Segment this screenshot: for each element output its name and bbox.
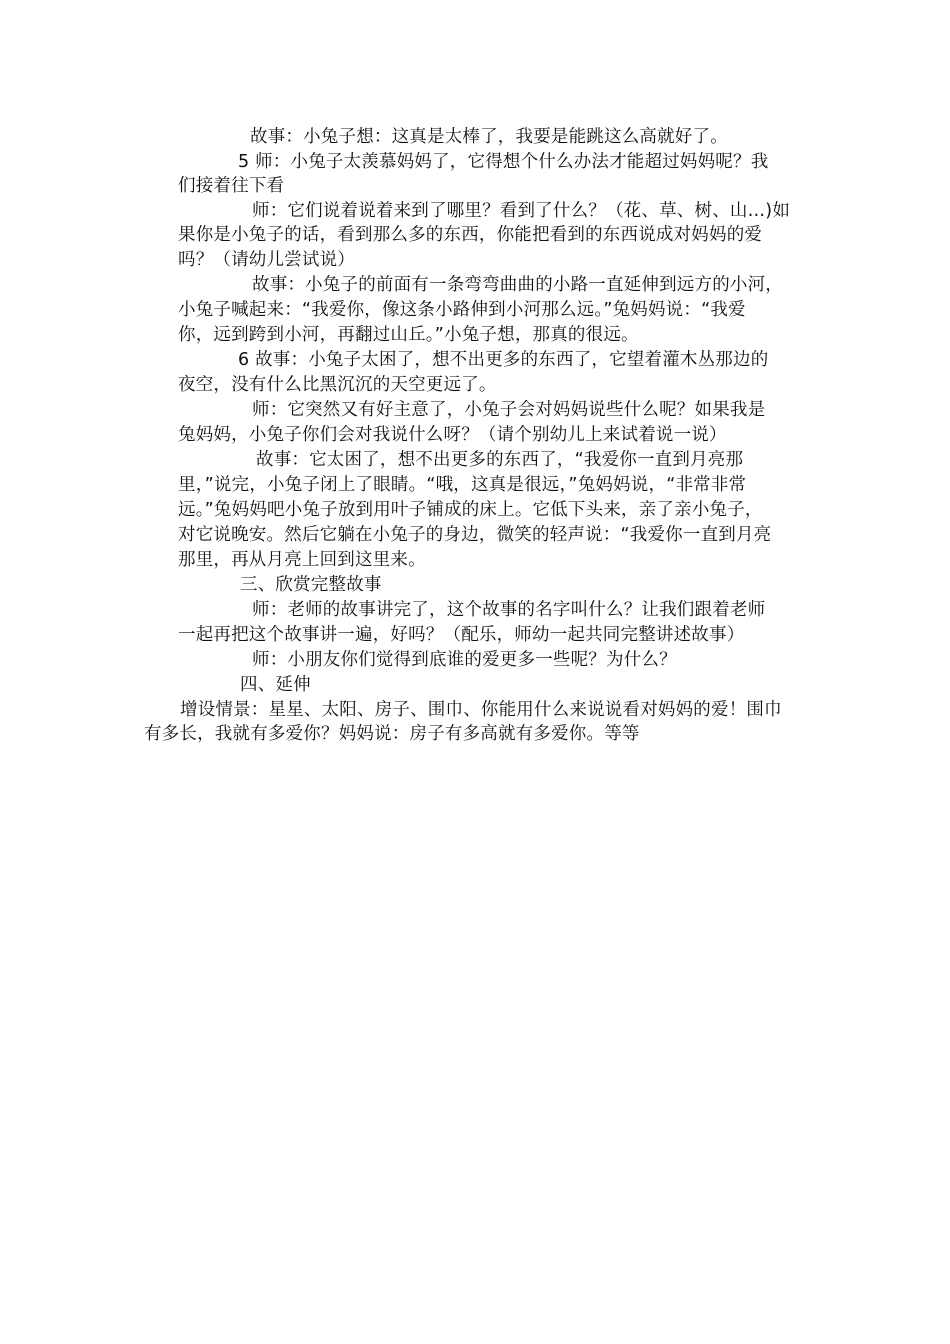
section-heading: 四、延伸 [240,675,311,695]
text-line: 一起再把这个故事讲一遍，好吗？（配乐，师幼一起共同完整讲述故事） [178,625,745,645]
text-line: 小兔子喊起来：“我爱你，像这条小路伸到小河那么远。”兔妈妈说：“我爱 [178,300,746,320]
text-line: 有多长，我就有多爱你？妈妈说：房子有多高就有多爱你。等等 [144,724,640,744]
text-line: 你，远到跨到小河，再翻过山丘。”小兔子想，那真的很远。 [178,325,639,345]
text-line: 果你是小兔子的话，看到那么多的东西，你能把看到的东西说成对妈妈的爱 [178,225,763,245]
text-line: 夜空，没有什么比黑沉沉的天空更远了。 [178,375,497,395]
text-line: 故事：它太困了，想不出更多的东西了，“我爱你一直到月亮那 [256,450,744,470]
text-line: 师：小朋友你们觉得到底谁的爱更多一些呢？为什么？ [252,650,677,670]
text-line: 们接着往下看 [178,176,285,196]
text-line: 故事：小兔子想：这真是太棒了，我要是能跳这么高就好了。 [250,127,728,147]
text-line: 兔妈妈，小兔子你们会对我说什么呀？（请个别幼儿上来试着说一说） [178,425,727,445]
section-heading: 三、欣赏完整故事 [240,575,382,595]
text-line: 6 故事：小兔子太困了，想不出更多的东西了，它望着灌木丛那边的 [238,350,769,370]
text-line: 故事：小兔子的前面有一条弯弯曲曲的小路一直延伸到远方的小河， [252,275,783,295]
text-line: 师：它们说着说着来到了哪里？看到了什么？（花、草、树、山…)如 [252,201,791,221]
text-line: 增设情景：星星、太阳、房子、围巾、你能用什么来说说看对妈妈的爱！围巾 [180,700,782,720]
text-line: 师：老师的故事讲完了，这个故事的名字叫什么？让我们跟着老师 [252,600,766,620]
text-line: 里，”说完，小兔子闭上了眼睛。“哦，这真是很远，”兔妈妈说，“非常非常 [178,475,747,495]
text-line: 师：它突然又有好主意了，小兔子会对妈妈说些什么呢？如果我是 [252,400,766,420]
text-line: 对它说晚安。然后它躺在小兔子的身边，微笑的轻声说：“我爱你一直到月亮 [178,525,772,545]
text-line: 远。”兔妈妈吧小兔子放到用叶子铺成的床上。它低下头来，亲了亲小兔子， [178,500,763,520]
text-line: 那里，再从月亮上回到这里来。 [178,550,426,570]
text-line: 5 师：小兔子太羡慕妈妈了，它得想个什么办法才能超过妈妈呢？我 [238,152,769,172]
text-line: 吗？（请幼儿尝试说） [178,250,355,270]
